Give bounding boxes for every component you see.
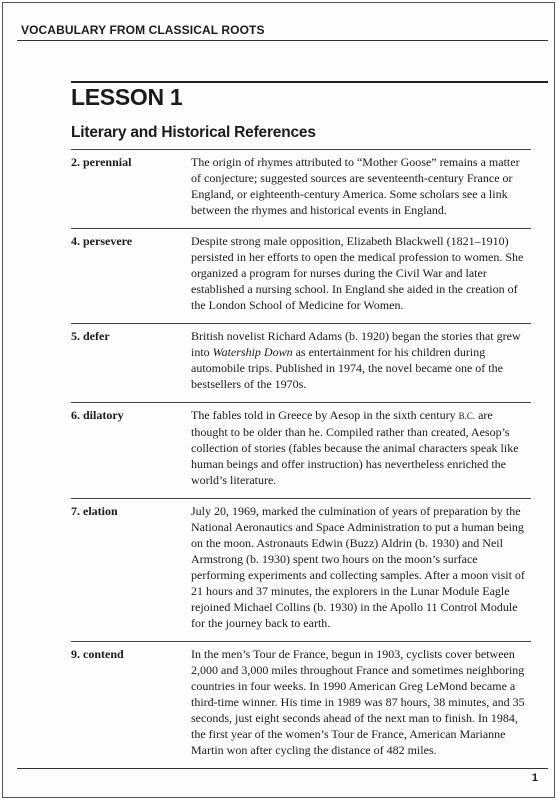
- reference-entry-dilatory: [71, 402, 531, 488]
- entry-text: [191, 407, 531, 488]
- entry-text-part: British novelist Richard Adams (b. 1920) began the stories that grew into: [191, 329, 521, 359]
- entry-text-part: are thought to be older than he. Compiled rather than created, Aesop’s collection of stories (fables because the animal characters speak like human beings and offer instruction) has nevertheless enriched the world’s literature.: [191, 408, 519, 487]
- entry-text: In the men’s Tour de France, begun in 1903, cyclists cover between 2,000 and 3,000 miles throughout France and sometimes neighboring countries in four weeks. In 1990 American Greg LeMond became a third-time winner. His time in 1989 was 87 hours, 38 minutes, and 35 seconds, just eight seconds ahead of the next man to finish. In 1984, the first year of the women’s Tour de France, American Marianne Martin won after cycling the distance of 482 miles.: [191, 647, 525, 757]
- entry-term: 6. dilatory: [71, 408, 124, 422]
- era-abbreviation: B.C.: [458, 411, 476, 421]
- reference-entry-defer: [71, 323, 531, 392]
- header-divider: [17, 40, 548, 41]
- entry-text: Despite strong male opposition, Elizabeth Blackwell (1821–1910) persisted in her efforts to open the medical profession to women. She organized a program for nurses during the Civil War and later established a nursing school. In England she aided in the creation of the London School of Medicine for Women.: [191, 234, 524, 312]
- entry-text: [191, 328, 531, 392]
- entry-term: 5. defer: [71, 329, 110, 343]
- running-header: VOCABULARY FROM CLASSICAL ROOTS: [21, 23, 265, 37]
- entry-text-part: The fables told in Greece by Aesop in the sixth century: [191, 408, 459, 422]
- reference-entry-contend: [71, 641, 531, 758]
- lesson-title: LESSON 1: [71, 84, 183, 110]
- document-page: [2, 2, 555, 798]
- entry-term: 4. persevere: [71, 234, 133, 248]
- entry-term: 7. elation: [71, 504, 118, 518]
- reference-entry-persevere: [71, 228, 531, 313]
- entry-text: The origin of rhymes attributed to “Mother Goose” remains a matter of conjecture; suggested sources are seventeenth-century France or England, or eighteenth-century America. Some scholars see a link between the rhymes and historical events in England.: [191, 155, 520, 217]
- section-heading: Literary and Historical References: [71, 124, 316, 141]
- entry-text: July 20, 1969, marked the culmination of years of preparation by the National Aeronautics and Space Administration to put a human being on the moon. Astronauts Edwin (Buzz) Aldrin (b. 1930) and Neil Armstrong (b. 1930) spent two hours on the moon’s surface performing experiments and collecting samples. After a moon visit of 21 hours and 37 minutes, the explorers in the Lunar Module Eagle rejoined Michael Collins (b. 1930) in the Apollo 11 Control Module for the journey back to earth.: [191, 504, 525, 630]
- lesson-divider: [71, 81, 548, 83]
- references-list: [71, 149, 531, 768]
- entry-term: 2. perennial: [71, 155, 132, 169]
- page-number: 1: [531, 772, 538, 784]
- book-title: Watership Down: [212, 345, 293, 359]
- entry-term: 9. contend: [71, 647, 124, 661]
- reference-entry-elation: [71, 498, 531, 631]
- reference-entry-perennial: [71, 149, 531, 218]
- footer-divider: [17, 768, 548, 769]
- entry-text-part: as entertainment for his children during automobile trips. Published in 1974, the novel became one of the bestsellers of the 1970s.: [191, 345, 503, 391]
